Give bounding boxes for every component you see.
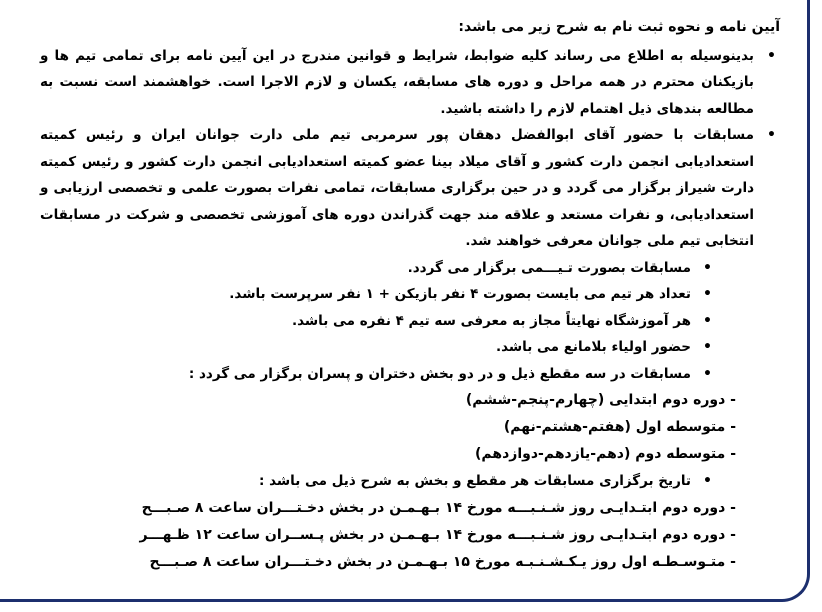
schedule-item: - دوره دوم ابتـدایـی روز شـنـبـــه مورخ ۱۴ بـهـمـن در بخش پـســران ساعت ۱۲ ظـهـــر [139, 526, 736, 543]
schedule-item: - دوره دوم ابتـدایـی روز شـنـبـــه مورخ ۱۴ بـهـمـن در بخش دخـتـــران ساعت ۸ صـبـــح [141, 499, 736, 516]
sub-bullet-school-limit: • هر آموزشگاه نهایتاً مجاز به معرفی سه تیم ۴ نفره می باشد. [40, 308, 780, 335]
level-item: - دوره دوم ابتدایی (چهارم-پنجم-ششم) [465, 392, 736, 408]
sub-bullet-levels: • مسابقات در سه مقطع ذیل و در دو بخش دختران و پسران برگزار می گردد : [40, 361, 780, 388]
sub-bullet-parents: • حضور اولیاء بلامانع می باشد. [40, 334, 780, 361]
rules-document [40, 14, 780, 576]
rule-bullet-general: • بدینوسیله به اطلاع می رساند کلیه ضوابط، شرایط و قوانین مندرج در این آیین نامه برای تمامی تیم ها و بازیکنان محترم در همه مراحل و دوره های مسابقه، یکسان و لازم الاجرا است. خواهشمند است نسبت به مطالعه بندهای ذیل اهتمام لازم را داشته باشید. [40, 43, 780, 123]
level-item: - متوسطه اول (هفتم-هشتم-نهم) [503, 419, 736, 435]
sub-bullet-team-size: • تعداد هر تیم می بایست بصورت ۴ نفر بازیکن + ۱ نفر سرپرست باشد. [40, 281, 780, 308]
rule-bullet-talent: • مسابقات با حضور آقای ابوالفضل دهقان پور سرمربی تیم ملی دارت جوانان ایران و رئیس کمیته استعدادیابی انجمن دارت کشور و آقای میلاد بینا عضو کمیته استعدادیابی انجمن دارت کشور و رئیس کمیته دارت شیراز برگزار می گردد و در حین برگزاری مسابقات، تمامی نفرات بصورت علمی و تخصصی ارزیابی و استعدادیابی، و نفرات مستعد و علاقه مند جهت گذراندن دوره های آموزشی تخصصی و شرکت در مسابقات انتخابی تیم ملی جوانان معرفی خواهند شد. [40, 122, 780, 255]
sub-bullet-team-format: • مسابقات بصورت تـیـــمی برگزار می گردد. [40, 255, 780, 282]
level-item: - متوسطه دوم (دهم-یازدهم-دوازدهم) [475, 446, 736, 462]
schedule-item: - متـوسـطـه اول روز یـکـشـنـبـه مورخ ۱۵ بـهـمـن در بخش دخـتـــران ساعت ۸ صـبـــح [149, 553, 736, 570]
intro-heading: آیین نامه و نحوه ثبت نام به شرح زیر می باشد: [458, 19, 780, 35]
schedule-heading: • تاریخ برگزاری مسابقات هر مقطع و بخش به شرح ذیل می باشد : [40, 468, 780, 495]
